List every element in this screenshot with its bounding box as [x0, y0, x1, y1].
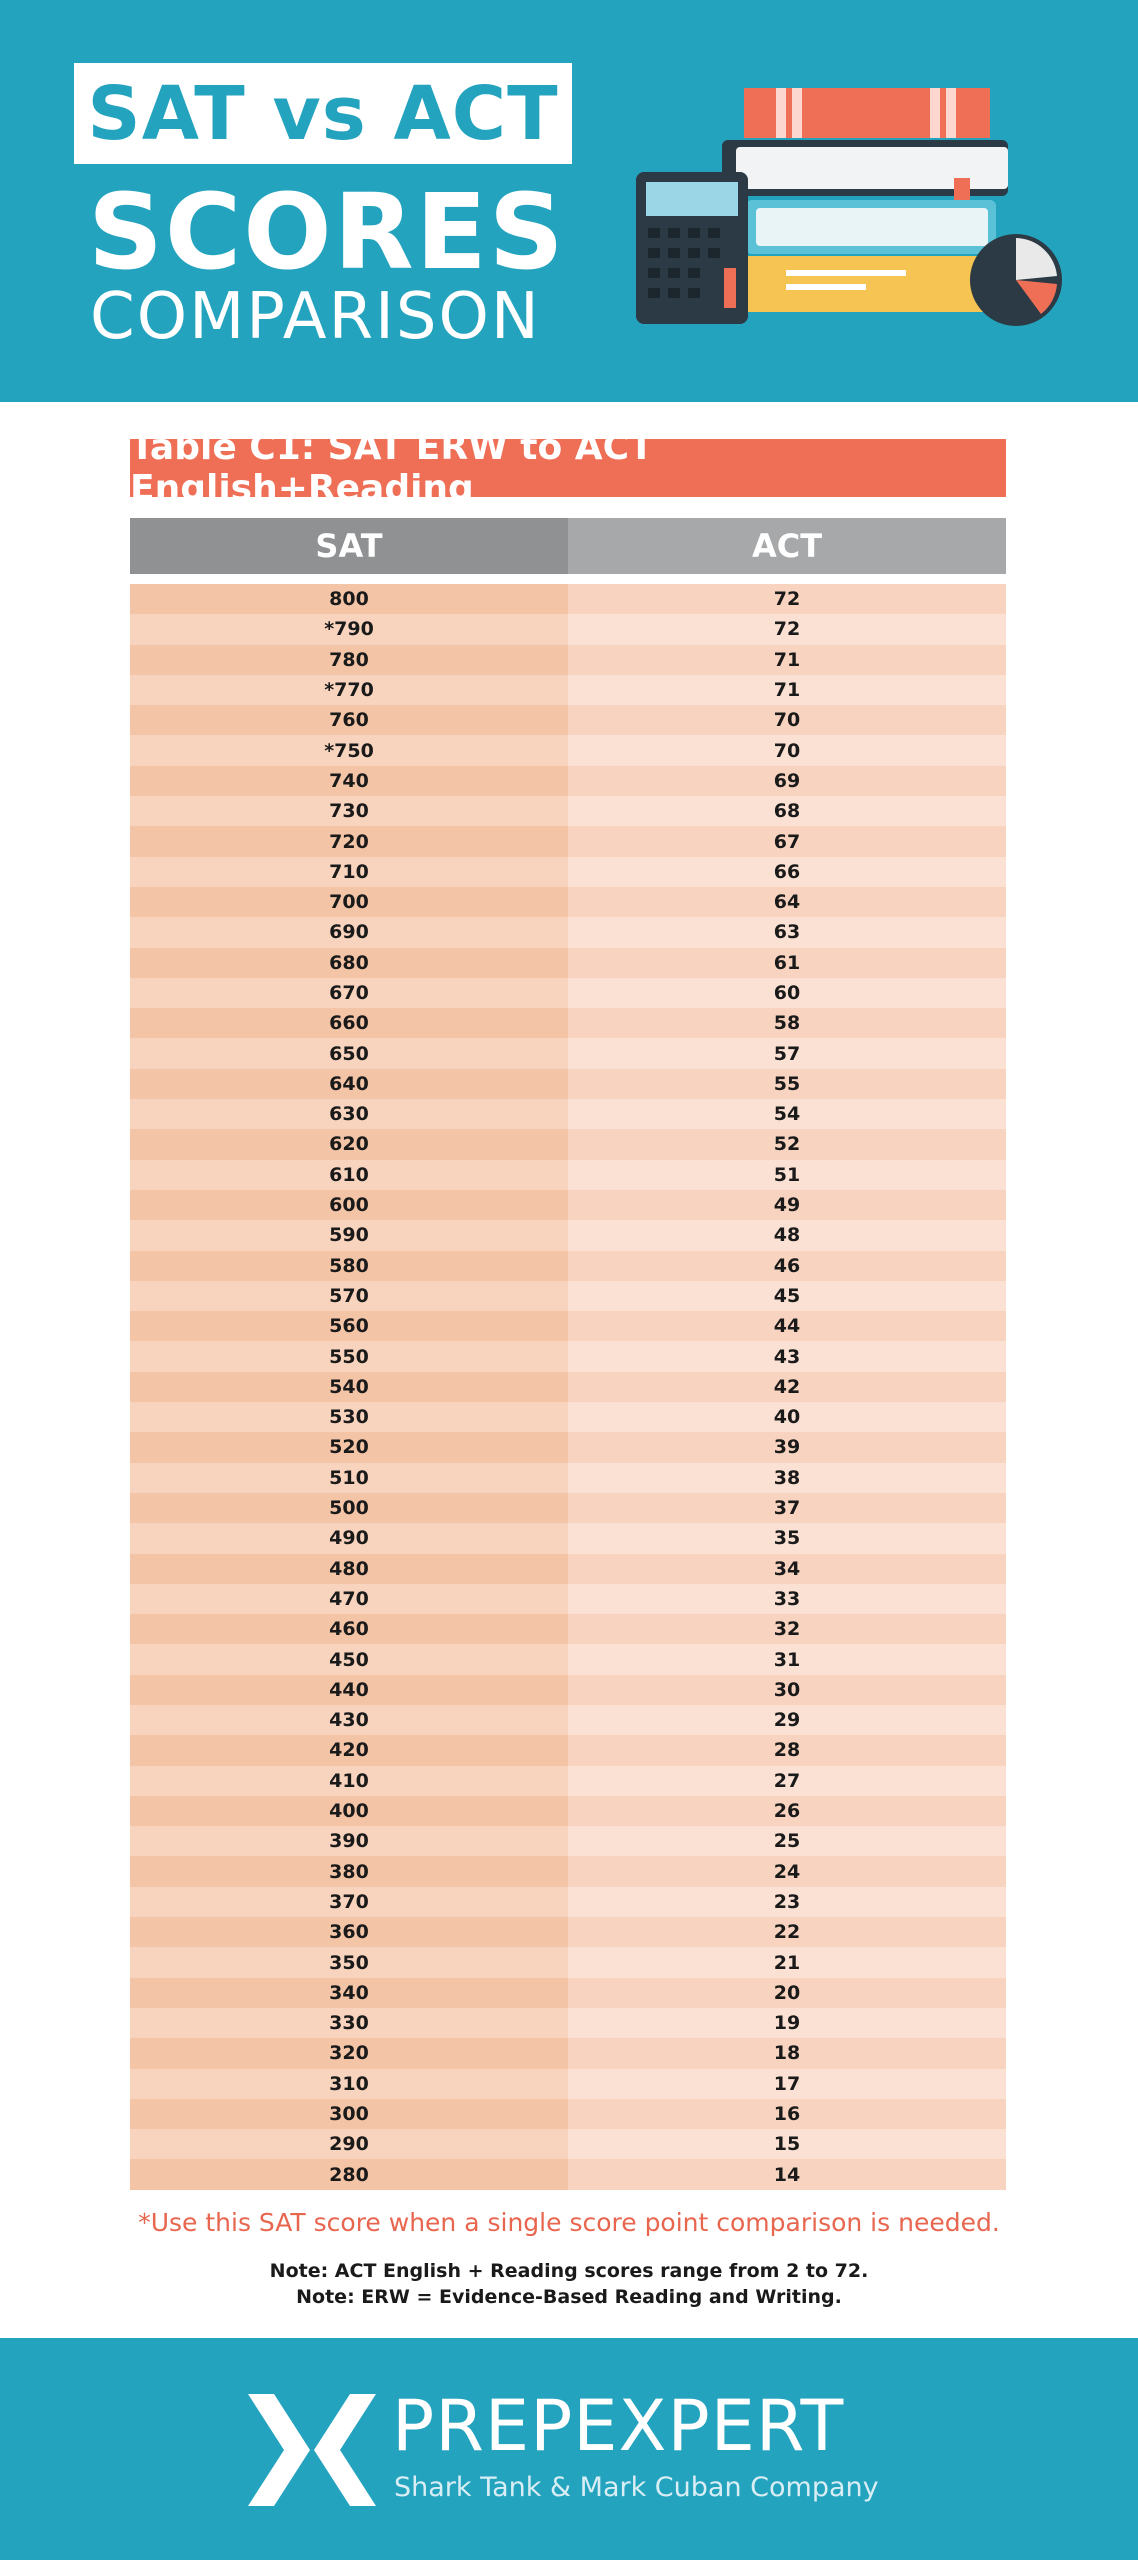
act-score-cell: 15	[568, 2129, 1006, 2159]
sat-score-cell: 360	[130, 1917, 568, 1947]
sat-score-cell: *790	[130, 614, 568, 644]
table-row	[130, 1856, 1006, 1886]
table-row	[130, 1281, 1006, 1311]
table-row	[130, 766, 1006, 796]
act-score-cell: 23	[568, 1887, 1006, 1917]
act-score-cell: 71	[568, 675, 1006, 705]
act-score-cell: 40	[568, 1402, 1006, 1432]
title-scores: SCORES	[88, 171, 566, 293]
sat-score-cell: 580	[130, 1251, 568, 1281]
title-sat-vs-act: SAT vs ACT	[87, 70, 559, 157]
act-score-cell: 45	[568, 1281, 1006, 1311]
act-score-cell: 54	[568, 1099, 1006, 1129]
table-row	[130, 1038, 1006, 1068]
table-row	[130, 1008, 1006, 1038]
sat-score-cell: 740	[130, 766, 568, 796]
sat-score-cell: 540	[130, 1372, 568, 1402]
act-score-cell: 24	[568, 1856, 1006, 1886]
sat-score-cell: 510	[130, 1463, 568, 1493]
table-row	[130, 917, 1006, 947]
sat-score-cell: 380	[130, 1856, 568, 1886]
table-row	[130, 1917, 1006, 1947]
table-row	[130, 796, 1006, 826]
sat-score-cell: 780	[130, 645, 568, 675]
act-score-cell: 20	[568, 1978, 1006, 2008]
table-row	[130, 2008, 1006, 2038]
act-score-cell: 72	[568, 584, 1006, 614]
sat-score-cell: 660	[130, 1008, 568, 1038]
act-score-cell: 63	[568, 917, 1006, 947]
sat-score-cell: 330	[130, 2008, 568, 2038]
act-score-cell: 55	[568, 1069, 1006, 1099]
table-row	[130, 1372, 1006, 1402]
act-score-cell: 52	[568, 1129, 1006, 1159]
sat-score-cell: 680	[130, 948, 568, 978]
sat-score-cell: 720	[130, 826, 568, 856]
sat-score-cell: 610	[130, 1160, 568, 1190]
table-row	[130, 2099, 1006, 2129]
books-calculator-illustration	[636, 84, 1066, 334]
sat-score-cell: 290	[130, 2129, 568, 2159]
table-row	[130, 1735, 1006, 1765]
sat-score-cell: 410	[130, 1766, 568, 1796]
table-row	[130, 1796, 1006, 1826]
act-score-cell: 66	[568, 857, 1006, 887]
table-row	[130, 1614, 1006, 1644]
act-score-cell: 69	[568, 766, 1006, 796]
sat-score-cell: 370	[130, 1887, 568, 1917]
act-score-cell: 16	[568, 2099, 1006, 2129]
table-row	[130, 2129, 1006, 2159]
act-score-cell: 58	[568, 1008, 1006, 1038]
table-row	[130, 1341, 1006, 1371]
act-score-cell: 32	[568, 1614, 1006, 1644]
sat-score-cell: 450	[130, 1644, 568, 1674]
column-header-act: ACT	[568, 518, 1006, 574]
table-row	[130, 1493, 1006, 1523]
sat-score-cell: 570	[130, 1281, 568, 1311]
act-score-cell: 46	[568, 1251, 1006, 1281]
sat-score-cell: 560	[130, 1311, 568, 1341]
table-row	[130, 826, 1006, 856]
sat-score-cell: 440	[130, 1675, 568, 1705]
sat-score-cell: 600	[130, 1190, 568, 1220]
sat-score-cell: 800	[130, 584, 568, 614]
table-row	[130, 1523, 1006, 1553]
act-score-cell: 30	[568, 1675, 1006, 1705]
act-score-cell: 21	[568, 1947, 1006, 1977]
act-score-cell: 29	[568, 1705, 1006, 1735]
sat-score-cell: 310	[130, 2069, 568, 2099]
act-score-cell: 19	[568, 2008, 1006, 2038]
act-score-cell: 64	[568, 887, 1006, 917]
table-row	[130, 1554, 1006, 1584]
sat-score-cell: 280	[130, 2159, 568, 2189]
table-row	[130, 1069, 1006, 1099]
sat-score-cell: 700	[130, 887, 568, 917]
title-box	[74, 63, 572, 164]
table-row	[130, 1705, 1006, 1735]
title-comparison: COMPARISON	[90, 280, 541, 354]
prepexpert-logo-icon	[248, 2390, 376, 2510]
act-score-cell: 44	[568, 1311, 1006, 1341]
sat-score-cell: 490	[130, 1523, 568, 1553]
act-score-cell: 31	[568, 1644, 1006, 1674]
table-row	[130, 948, 1006, 978]
sat-score-cell: 480	[130, 1554, 568, 1584]
act-score-cell: 34	[568, 1554, 1006, 1584]
sat-score-cell: 630	[130, 1099, 568, 1129]
table-row	[130, 1887, 1006, 1917]
act-score-cell: 48	[568, 1220, 1006, 1250]
footer-banner	[0, 2338, 1138, 2560]
act-score-cell: 43	[568, 1341, 1006, 1371]
act-score-cell: 61	[568, 948, 1006, 978]
table-row	[130, 584, 1006, 614]
sat-score-cell: 640	[130, 1069, 568, 1099]
table-row	[130, 1584, 1006, 1614]
sat-score-cell: 390	[130, 1826, 568, 1856]
footnote: *Use this SAT score when a single score point comparison is needed.	[138, 2208, 1000, 2237]
note-act-range: Note: ACT English + Reading scores range from 2 to 72.	[269, 2260, 869, 2282]
sat-score-cell: 420	[130, 1735, 568, 1765]
table-row	[130, 645, 1006, 675]
act-score-cell: 25	[568, 1826, 1006, 1856]
table-row	[130, 1463, 1006, 1493]
act-score-cell: 60	[568, 978, 1006, 1008]
sat-score-cell: 520	[130, 1432, 568, 1462]
sat-score-cell: 730	[130, 796, 568, 826]
table-row	[130, 2038, 1006, 2068]
sat-score-cell: 550	[130, 1341, 568, 1371]
sat-score-cell: 400	[130, 1796, 568, 1826]
table-row	[130, 1978, 1006, 2008]
act-score-cell: 28	[568, 1735, 1006, 1765]
sat-score-cell: 590	[130, 1220, 568, 1250]
sat-score-cell: 460	[130, 1614, 568, 1644]
sat-score-cell: 340	[130, 1978, 568, 2008]
act-score-cell: 33	[568, 1584, 1006, 1614]
act-score-cell: 51	[568, 1160, 1006, 1190]
act-score-cell: 26	[568, 1796, 1006, 1826]
act-score-cell: 27	[568, 1766, 1006, 1796]
act-score-cell: 49	[568, 1190, 1006, 1220]
act-score-cell: 68	[568, 796, 1006, 826]
table-row	[130, 1644, 1006, 1674]
table-row	[130, 1220, 1006, 1250]
act-score-cell: 39	[568, 1432, 1006, 1462]
table-row	[130, 1190, 1006, 1220]
sat-score-cell: *750	[130, 735, 568, 765]
table-row	[130, 2069, 1006, 2099]
sat-score-cell: 470	[130, 1584, 568, 1614]
act-score-cell: 35	[568, 1523, 1006, 1553]
act-score-cell: 37	[568, 1493, 1006, 1523]
act-score-cell: 18	[568, 2038, 1006, 2068]
act-score-cell: 70	[568, 735, 1006, 765]
table-row	[130, 1160, 1006, 1190]
sat-score-cell: 530	[130, 1402, 568, 1432]
brand-name: PREPEXPERT	[392, 2385, 845, 2467]
table-row	[130, 1402, 1006, 1432]
table-row	[130, 1099, 1006, 1129]
table-row	[130, 1311, 1006, 1341]
table-row	[130, 1251, 1006, 1281]
table-row	[130, 1675, 1006, 1705]
act-score-cell: 57	[568, 1038, 1006, 1068]
sat-score-cell: 500	[130, 1493, 568, 1523]
sat-score-cell: 760	[130, 705, 568, 735]
sat-score-cell: *770	[130, 675, 568, 705]
act-score-cell: 17	[568, 2069, 1006, 2099]
act-score-cell: 67	[568, 826, 1006, 856]
header-banner	[0, 0, 1138, 402]
act-score-cell: 22	[568, 1917, 1006, 1947]
table-row	[130, 1947, 1006, 1977]
act-score-cell: 42	[568, 1372, 1006, 1402]
table-row	[130, 735, 1006, 765]
act-score-cell: 14	[568, 2159, 1006, 2189]
note-erw-definition: Note: ERW = Evidence-Based Reading and Writing.	[296, 2286, 842, 2308]
act-score-cell: 72	[568, 614, 1006, 644]
act-score-cell: 71	[568, 645, 1006, 675]
act-score-cell: 38	[568, 1463, 1006, 1493]
sat-score-cell: 690	[130, 917, 568, 947]
sat-score-cell: 430	[130, 1705, 568, 1735]
score-table	[130, 584, 1006, 2190]
sat-score-cell: 620	[130, 1129, 568, 1159]
table-row	[130, 857, 1006, 887]
sat-score-cell: 710	[130, 857, 568, 887]
sat-score-cell: 350	[130, 1947, 568, 1977]
table-title: Table C1: SAT ERW to ACT English+Reading	[130, 439, 1006, 497]
table-row	[130, 1826, 1006, 1856]
table-row	[130, 675, 1006, 705]
table-row	[130, 2159, 1006, 2189]
table-row	[130, 1432, 1006, 1462]
column-header-sat: SAT	[130, 518, 568, 574]
brand-tagline: Shark Tank & Mark Cuban Company	[394, 2472, 879, 2503]
table-row	[130, 705, 1006, 735]
table-row	[130, 978, 1006, 1008]
sat-score-cell: 650	[130, 1038, 568, 1068]
table-row	[130, 1129, 1006, 1159]
sat-score-cell: 670	[130, 978, 568, 1008]
sat-score-cell: 320	[130, 2038, 568, 2068]
table-row	[130, 614, 1006, 644]
table-row	[130, 887, 1006, 917]
table-row	[130, 1766, 1006, 1796]
sat-score-cell: 300	[130, 2099, 568, 2129]
act-score-cell: 70	[568, 705, 1006, 735]
